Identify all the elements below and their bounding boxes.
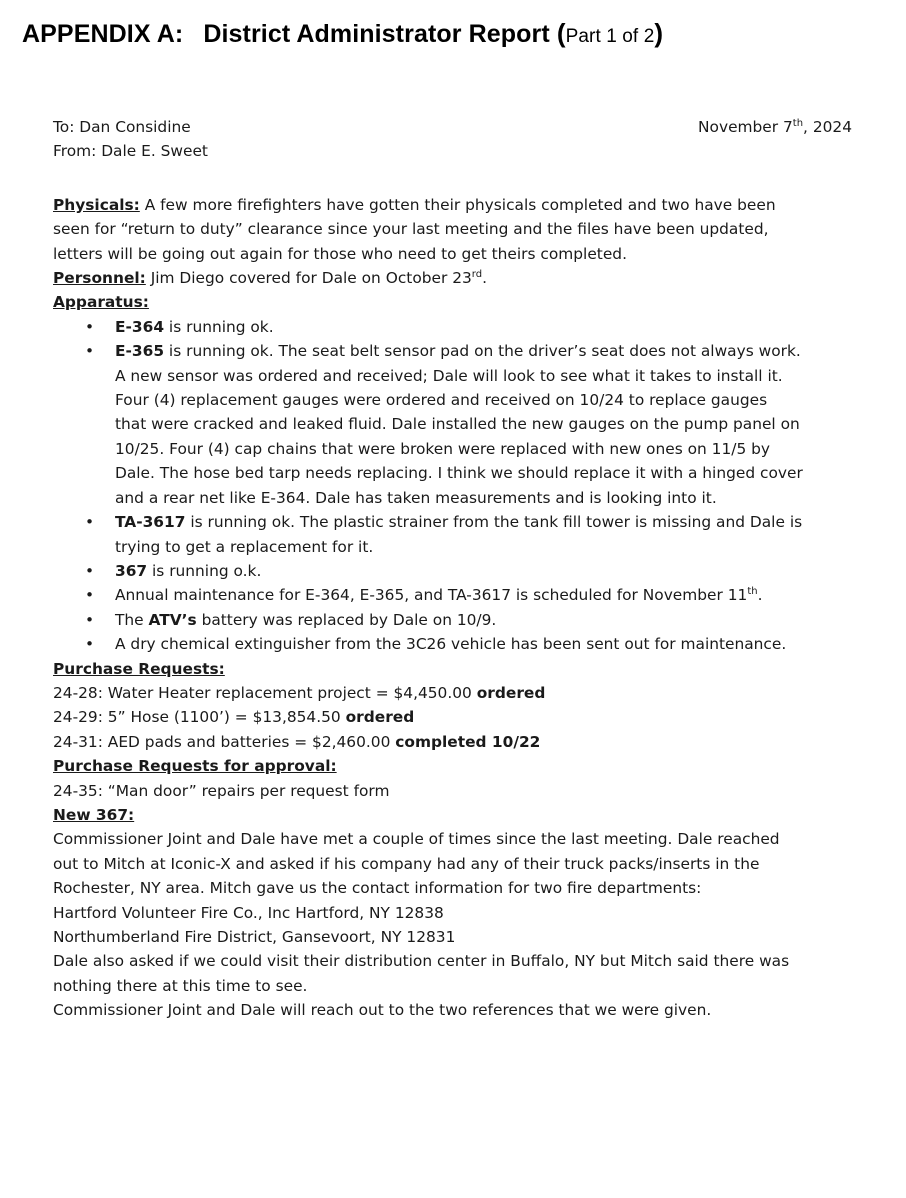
physicals-section: Physicals: A few more firefighters have gotten their physicals completed and two have been seen for “return to duty” clearance since your last meeting and the files have been updated, letters will be going out again for those who need to get theirs completed. <box>53 195 776 263</box>
bullet-icon: • <box>85 342 95 361</box>
list-item-annual-maintenance: • Annual maintenance for E-364, E-365, and TA-3617 is scheduled for November 11th. <box>53 583 853 607</box>
purchase-request-item: 24-31: AED pads and batteries = $2,460.00 completed 10/22 <box>53 732 541 751</box>
bullet-icon: • <box>85 586 95 605</box>
apparatus-section <box>53 290 853 656</box>
list-item-e364: • E-364 is running ok. <box>53 315 853 339</box>
memo-date: November 7th, 2024 <box>698 117 852 136</box>
physicals-heading: Physicals: <box>53 195 140 214</box>
apparatus-heading: Apparatus: <box>53 293 149 312</box>
purchase-request-item: 24-28: Water Heater replacement project = $4,450.00 ordered <box>53 683 546 702</box>
appendix-title <box>22 18 663 49</box>
bullet-icon: • <box>85 610 95 629</box>
list-item-atv: • The ATV’s battery was replaced by Dale on 10/9. <box>53 608 853 632</box>
purchase-requests-heading: Purchase Requests: <box>53 659 225 678</box>
bullet-icon: • <box>85 561 95 580</box>
personnel-section: Personnel: Jim Diego covered for Dale on October 23rd. <box>53 268 487 288</box>
new-367-heading: New 367: <box>53 805 135 824</box>
list-item-e365: • E-365 is running ok. The seat belt sensor pad on the driver’s seat does not always work. A new sensor was ordered and received; Dale will look to see what it takes to install it. Four (4) replacement gauges were ordered and received on 10/24 to replace gauges that were cracked and leaked fluid. Dale installed the new gauges on the pump panel on 10/25. Four (4) cap chains that were broken were replaced with new ones on 11/5 by Dale. The hose bed tarp needs replacing. I think we should replace it with a hinged cover and a rear net like E-364. Dale has taken measurements and is looking into it. <box>53 339 853 510</box>
purchase-requests-section <box>53 657 853 755</box>
apparatus-list <box>53 315 853 657</box>
list-item-extinguisher: • A dry chemical extinguisher from the 3C26 vehicle has been sent out for maintenance. <box>53 632 853 656</box>
report-title: District Administrator Report <box>203 20 550 48</box>
bullet-icon: • <box>85 317 95 336</box>
close-paren: ) <box>654 18 664 48</box>
purchase-request-item: 24-29: 5” Hose (1100’) = $13,854.50 ordered <box>53 708 415 727</box>
open-paren: ( <box>556 18 566 48</box>
new-367-section: New 367: Commissioner Joint and Dale have met a couple of times since the last meeting. Dale reached out to Mitch at Iconic-X and asked if his company had any of their truck packs/inserts in the Rochester, NY area. Mitch gave us the contact information for two fire departments: Hartford Volunteer Fire Co., Inc Hartford, NY 12838 Northumberland Fire District, Gansevoort, NY 12831 Dale also asked if we could visit their distribution center in Buffalo, NY but Mitch said there was nothing there at this time to see. Commissioner Joint and Dale will reach out to the two references that we were given. <box>53 805 790 1020</box>
list-item-367: • 367 is running o.k. <box>53 559 853 583</box>
approval-item: 24-35: “Man door” repairs per request form <box>53 781 390 800</box>
purchase-approval-section <box>53 754 853 803</box>
part-label: Part 1 of 2 <box>565 26 655 47</box>
memo-body <box>53 115 853 1023</box>
bullet-icon: • <box>85 513 95 532</box>
appendix-label: APPENDIX A: <box>22 20 184 48</box>
list-item-ta3617: • TA-3617 is running ok. The plastic strainer from the tank fill tower is missing and Dale is trying to get a replacement for it. <box>53 510 853 559</box>
to-line: To: Dan Considine <box>53 118 191 136</box>
purchase-approval-heading: Purchase Requests for approval: <box>53 757 337 776</box>
from-line: From: Dale E. Sweet <box>53 142 208 161</box>
personnel-heading: Personnel: <box>53 269 146 288</box>
bullet-icon: • <box>85 635 95 654</box>
